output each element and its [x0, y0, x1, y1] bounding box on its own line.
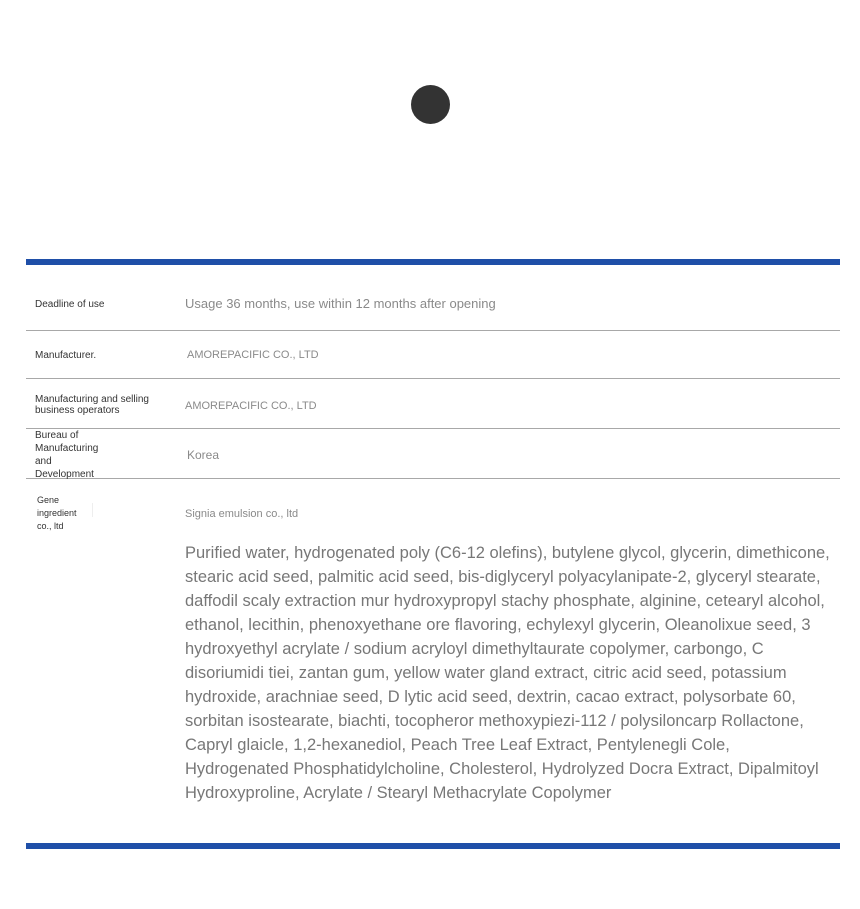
- bureau-label: Bureau of Manufacturing and Development: [35, 430, 99, 480]
- table-row-bureau: [26, 429, 840, 479]
- manufacturer-label: Manufacturer.: [35, 350, 97, 361]
- operators-value: AMOREPACIFIC CO., LTD: [185, 400, 317, 412]
- table-row-ingredients: [26, 479, 840, 809]
- table-top-bar: [26, 259, 840, 265]
- deadline-value: Usage 36 months, use within 12 months after opening: [185, 296, 496, 311]
- operators-label: Manufacturing and selling business operators: [35, 394, 149, 416]
- table-row-manufacturer: [26, 331, 840, 379]
- bureau-value: Korea: [187, 448, 220, 462]
- deadline-label: Deadline of use: [35, 299, 105, 310]
- ingredient-supplier: Signia emulsion co., ltd: [185, 508, 299, 520]
- label-divider: [92, 503, 93, 517]
- table-row-operators: [26, 379, 840, 429]
- loading-dot: [411, 85, 450, 124]
- table-bottom-bar: [26, 843, 840, 849]
- manufacturer-value: AMOREPACIFIC CO., LTD: [187, 349, 319, 361]
- ingredients-list: Purified water, hydrogenated poly (C6-12 olefins), butylene glycol, glycerin, dimethicone, stearic acid seed, palmitic acid seed, bis-diglyceryl polyacylanipate-2, glyceryl stearate, daffodil scaly extraction mur hydroxypropyl stachy phosphate, alginine, cetearyl alcohol, ethanol, lecithin, phenoxyethane ore flavoring, echylexyl glycerin, Oleanolixue seed, 3 hydroxyethyl acrylate / sodium acryloyl dimethyltaurate copolymer, carbongo, C disoriumidi tiei, zantan gum, yellow water gland extract, citric acid seed, potassium hydroxide, arachniae seed, D lytic acid seed, dextrin, cacao extract, polysorbate 60, sorbitan isostearate, biachti, tocopheror methoxypiezi-112 / polysiloncarp Rollactone, Capryl glaicle, 1,2-hexanediol, Peach Tree Leaf Extract, Pentylenegli Cole, Hydrogenated Phosphatidylcholine, Cholesterol, Hydrolyzed Docra Extract, Dipalmitoyl Hydroxyproline, Acrylate / Stearyl Methacrylate Copolymer: [185, 544, 830, 802]
- ingredient-label: Gene ingredient co., ltd: [37, 495, 77, 531]
- table-row-deadline: [26, 266, 840, 331]
